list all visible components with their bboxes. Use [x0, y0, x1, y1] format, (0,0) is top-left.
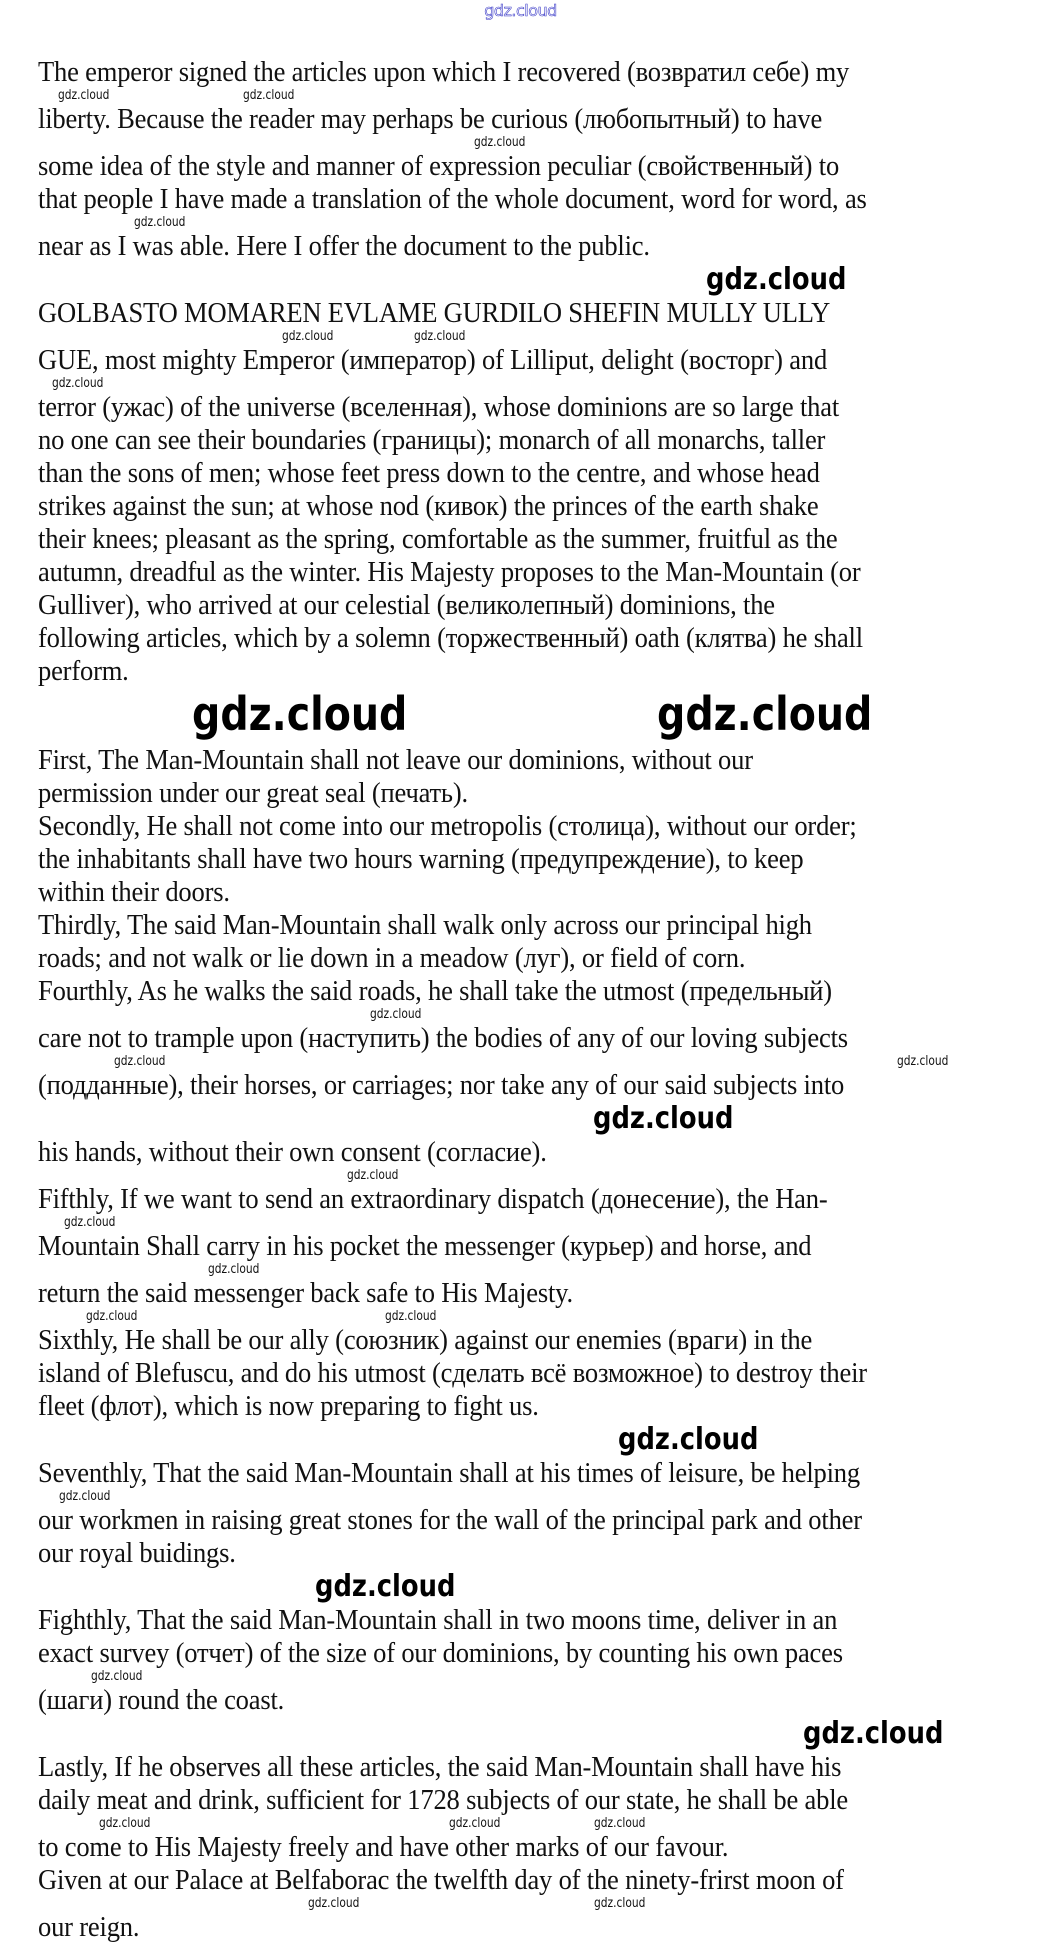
document-line: The emperor signed the articles upon which I recovered (возвратил себе) my	[38, 56, 850, 88]
document-line: his hands, without their own consent (согласие).	[38, 1136, 547, 1168]
watermark-row	[38, 1216, 1041, 1230]
document-line: Seventhly, That the said Man-Mountain shall at his times of leisure, be helping	[38, 1457, 860, 1489]
watermark-row	[38, 1817, 1041, 1831]
watermark-row	[38, 330, 1041, 344]
watermark-row	[38, 1008, 1041, 1022]
document-line: Thirdly, The said Man-Mountain shall walk only across our principal high	[38, 909, 812, 941]
watermark-text: gdz.cloud	[414, 329, 466, 344]
watermark-row	[38, 1490, 1041, 1504]
document-line: permission under our great seal (печать).	[38, 777, 468, 809]
watermark-row	[38, 1102, 1041, 1136]
document-line: Fourthly, As he walks the said roads, he shall take the utmost (предельный)	[38, 975, 832, 1007]
watermark-text: gdz.cloud	[114, 1054, 166, 1069]
watermark-text: gdz.cloud	[594, 1816, 646, 1831]
document-line: strikes against the sun; at whose nod (кивок) the princes of the earth shake	[38, 490, 819, 522]
document-line: Lastly, If he observes all these articles, the said Man-Mountain shall have his	[38, 1751, 842, 1783]
watermark-text: gdz.cloud	[594, 1896, 646, 1911]
document-line: (подданные), their horses, or carriages; nor take any of our said subjects into	[38, 1069, 845, 1101]
document-line: terror (ужас) of the universe (вселенная), whose dominions are so large that	[38, 391, 840, 423]
watermark-text: gdz.cloud	[370, 1007, 422, 1022]
document-line: GOLBASTO MOMAREN EVLAME GURDILO SHEFIN MULLY ULLY	[38, 297, 831, 329]
watermark-row	[38, 377, 1041, 391]
watermark-row	[38, 1263, 1041, 1277]
document-line: to come to His Majesty freely and have other marks of our favour.	[38, 1831, 729, 1863]
watermark-text: gdz.cloud	[449, 1816, 501, 1831]
document-line: Sixthly, He shall be our ally (союзник) against our enemies (враги) in the	[38, 1324, 813, 1356]
watermark-row	[38, 1310, 1041, 1324]
document-line: near as I was able. Here I offer the document to the public.	[38, 230, 650, 262]
watermark-text: gdz.cloud	[99, 1816, 151, 1831]
watermark-text: gdz.cloud	[91, 1669, 143, 1684]
document-line: roads; and not walk or lie down in a meadow (луг), or field of corn.	[38, 942, 746, 974]
watermark-text: gdz.cloud	[59, 1489, 111, 1504]
watermark-text: gdz.cloud	[347, 1168, 399, 1183]
watermark-text: gdz.cloud	[474, 135, 526, 150]
document-line: Fighthly, That the said Man-Mountain shall in two moons time, deliver in an	[38, 1604, 838, 1636]
watermark-row	[38, 1423, 1041, 1457]
document-line: Secondly, He shall not come into our metropolis (столица), without our order;	[38, 810, 857, 842]
document-line: that people I have made a translation of the whole document, word for word, as	[38, 183, 867, 215]
document-line: fleet (флот), which is now preparing to fight us.	[38, 1390, 539, 1422]
document-line: some idea of the style and manner of expression peculiar (свойственный) to	[38, 150, 840, 182]
watermark-text: gdz.cloud	[657, 687, 873, 741]
watermark-row	[38, 1055, 1041, 1069]
document-line: First, The Man-Mountain shall not leave our dominions, without our	[38, 744, 753, 776]
document-line: our reign.	[38, 1911, 140, 1943]
watermark-text: gdz.cloud	[58, 88, 110, 103]
watermark-text: gdz.cloud	[803, 1716, 944, 1751]
document-line: perform.	[38, 655, 129, 687]
watermark-row	[38, 1717, 1041, 1751]
document-line: liberty. Because the reader may perhaps be curious (любопытный) to have	[38, 103, 823, 135]
watermark-row	[38, 263, 1041, 297]
watermark-text: gdz.cloud	[134, 215, 186, 230]
document-line: (шаги) round the coast.	[38, 1684, 285, 1716]
watermark-text: gdz.cloud	[706, 262, 847, 297]
document-line: return the said messenger back safe to His Majesty.	[38, 1277, 573, 1309]
document-line: autumn, dreadful as the winter. His Majesty proposes to the Man-Mountain (or	[38, 556, 861, 588]
document-line: than the sons of men; whose feet press down to the centre, and whose head	[38, 457, 820, 489]
watermark-text: gdz.cloud	[192, 687, 408, 741]
document-line: island of Blefuscu, and do his utmost (сделать всё возможное) to destroy their	[38, 1357, 867, 1389]
site-watermark-header: gdz.cloud	[484, 1, 557, 20]
document-body	[0, 22, 1041, 1944]
document-line: care not to trample upon (наступить) the bodies of any of our loving subjects	[38, 1022, 848, 1054]
watermark-text: gdz.cloud	[385, 1309, 437, 1324]
document-line: Given at our Palace at Belfaborac the twelfth day of the ninety-frirst moon of	[38, 1864, 844, 1896]
watermark-row	[38, 1670, 1041, 1684]
watermark-text: gdz.cloud	[897, 1054, 949, 1069]
watermark-text: gdz.cloud	[315, 1569, 456, 1604]
document-line: daily meat and drink, sufficient for 1728 subjects of our state, he shall be able	[38, 1784, 849, 1816]
watermark-text: gdz.cloud	[64, 1215, 116, 1230]
document-line: GUE, most mighty Emperor (император) of Lilliput, delight (восторг) and	[38, 344, 828, 376]
document-line: Fifthly, If we want to send an extraordinary dispatch (донесение), the Han-	[38, 1183, 828, 1215]
watermark-text: gdz.cloud	[308, 1896, 360, 1911]
document-line: within their doors.	[38, 876, 230, 908]
watermark-row	[38, 1897, 1041, 1911]
document-line: Mountain Shall carry in his pocket the messenger (курьер) and horse, and	[38, 1230, 812, 1262]
watermark-text: gdz.cloud	[86, 1309, 138, 1324]
document-line: no one can see their boundaries (границы); monarch of all monarchs, taller	[38, 424, 826, 456]
document-line: exact survey (отчет) of the size of our dominions, by counting his own paces	[38, 1637, 843, 1669]
watermark-text: gdz.cloud	[618, 1422, 759, 1457]
watermark-text: gdz.cloud	[52, 376, 104, 391]
watermark-text: gdz.cloud	[208, 1262, 260, 1277]
watermark-text: gdz.cloud	[593, 1101, 734, 1136]
watermark-text: gdz.cloud	[243, 88, 295, 103]
watermark-row	[38, 136, 1041, 150]
watermark-row	[38, 1169, 1041, 1183]
watermark-text: gdz.cloud	[282, 329, 334, 344]
watermark-row	[38, 216, 1041, 230]
document-line: our workmen in raising great stones for the wall of the principal park and other	[38, 1504, 862, 1536]
watermark-row	[38, 89, 1041, 103]
watermark-row	[38, 688, 1041, 744]
document-line: the inhabitants shall have two hours warning (предупреждение), to keep	[38, 843, 804, 875]
watermark-row	[38, 1570, 1041, 1604]
document-line: Gulliver), who arrived at our celestial (великолепный) dominions, the	[38, 589, 775, 621]
document-line: their knees; pleasant as the spring, comfortable as the summer, fruitful as the	[38, 523, 838, 555]
document-line: following articles, which by a solemn (торжественный) oath (клятва) he shall	[38, 622, 863, 654]
document-line: our royal buidings.	[38, 1537, 236, 1569]
